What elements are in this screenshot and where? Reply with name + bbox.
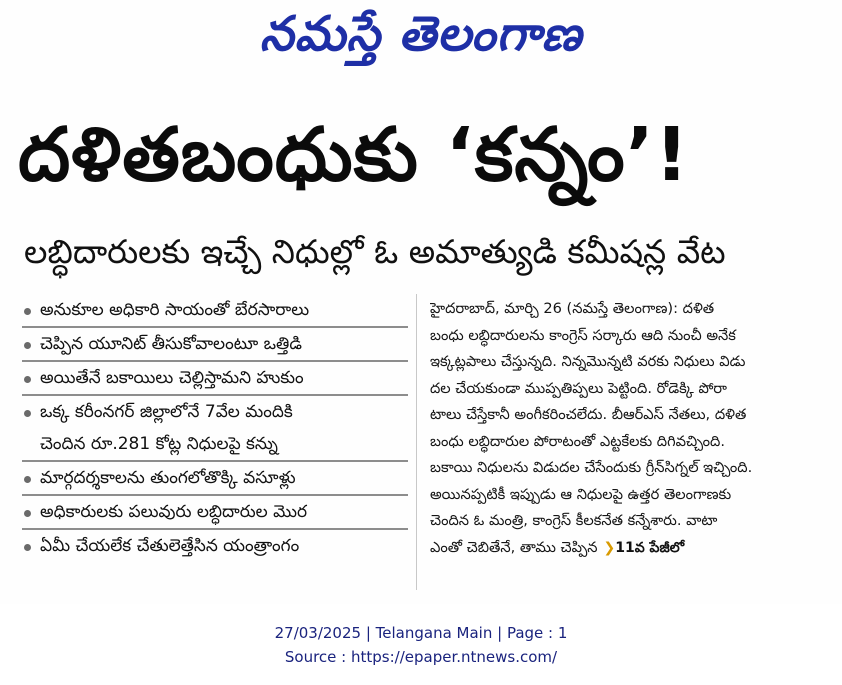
arrow-right-icon: ❯ [603, 539, 616, 556]
article-line: చెందిన ఓ మంత్రి, కాంగ్రెస్ కీలకనేత కన్నేశారు. వాటా [430, 512, 718, 529]
bullet-dot-icon [24, 342, 31, 349]
masthead-logo: నమస్తే తెలంగాణ [259, 6, 583, 62]
bullet-dot-icon [24, 544, 31, 551]
article-line: బంధు లబ్ధిదారుల పోరాటంతో ఎట్టకేలకు దిగివచ్చింది. [430, 432, 725, 450]
bullet-list [22, 294, 408, 562]
article-line: దల చేయకుండా ముప్పతిప్పలు పెట్టింది. రోడెక్కి పోరా [430, 379, 727, 397]
bullet-item: అనుకూల అధికారి సాయంతో బేరసారాలు [22, 294, 408, 328]
bullet-item: అయితేనే బకాయిలు చెల్లిస్తామని హుకుం [22, 362, 408, 396]
footer-source: Source : https://epaper.ntnews.com/ [284, 648, 558, 666]
article-line: టాలు చేస్తేకానీ అంగీకరించలేదు. బీఆర్ఎస్ నేతలు, దళిత [430, 406, 747, 423]
article-line: బంధు లబ్ధిదారులను కాంగ్రెస్ సర్కారు ఆది నుంచీ అనేక [430, 326, 736, 344]
bullet-dot-icon [24, 510, 31, 517]
article-line-last: ఎంతో చెబితేనే, తాము చెప్పిన ❯11వ పేజీలో [430, 535, 834, 562]
article-line: అయినప్పటికీ ఇప్పుడు ఆ నిధులపై ఉత్తర తెలంగాణకు [430, 485, 732, 503]
subheadline: లబ్ధిదారులకు ఇచ్చే నిధుల్లో ఓ అమాత్యుడి కమీషన్ల వేట [24, 232, 726, 271]
bullet-item: అధికారులకు పలువురు లబ్ధిదారుల మొర [22, 496, 408, 530]
bullet-item: ఒక్క కరీంనగర్ జిల్లాలోనే 7వేల మందికి [22, 396, 408, 428]
footer-date-edition: 27/03/2025 | Telangana Main | Page : 1 [274, 624, 568, 642]
article-line: బకాయి నిధులను విడుదల చేసేందుకు గ్రీన్‌సిగ్నల్ ఇచ్చింది. [430, 459, 753, 476]
bullet-dot-icon [24, 476, 31, 483]
bullet-item: మార్గదర్శకాలను తుంగలోతొక్కి వసూళ్లు [22, 462, 408, 496]
article-line: హైదరాబాద్, మార్చి 26 (నమస్తే తెలంగాణ): దళిత [430, 300, 715, 317]
bullet-dot-icon [24, 376, 31, 383]
continued-tag: ❯11వ పేజీలో [603, 539, 685, 556]
bullet-item: చెప్పిన యూనిట్ తీసుకోవాలంటూ ఒత్తిడి [22, 328, 408, 362]
bullet-item-continued: చెందిన రూ.281 కోట్ల నిధులపై కన్ను [22, 428, 408, 462]
bullet-dot-icon [24, 410, 31, 417]
headline: దళితబంధుకు ‘కన్నం’! [18, 112, 690, 198]
bullet-item: ఏమీ చేయలేక చేతులెత్తేసిన యంత్రాంగం [22, 530, 408, 562]
article-body [430, 296, 834, 561]
bullet-dot-icon [24, 308, 31, 315]
article-line: ఇక్కట్లపాలు చేస్తున్నది. నిన్నమొన్నటి వరకు నిధులు విడు [430, 353, 746, 370]
column-divider [416, 294, 417, 590]
